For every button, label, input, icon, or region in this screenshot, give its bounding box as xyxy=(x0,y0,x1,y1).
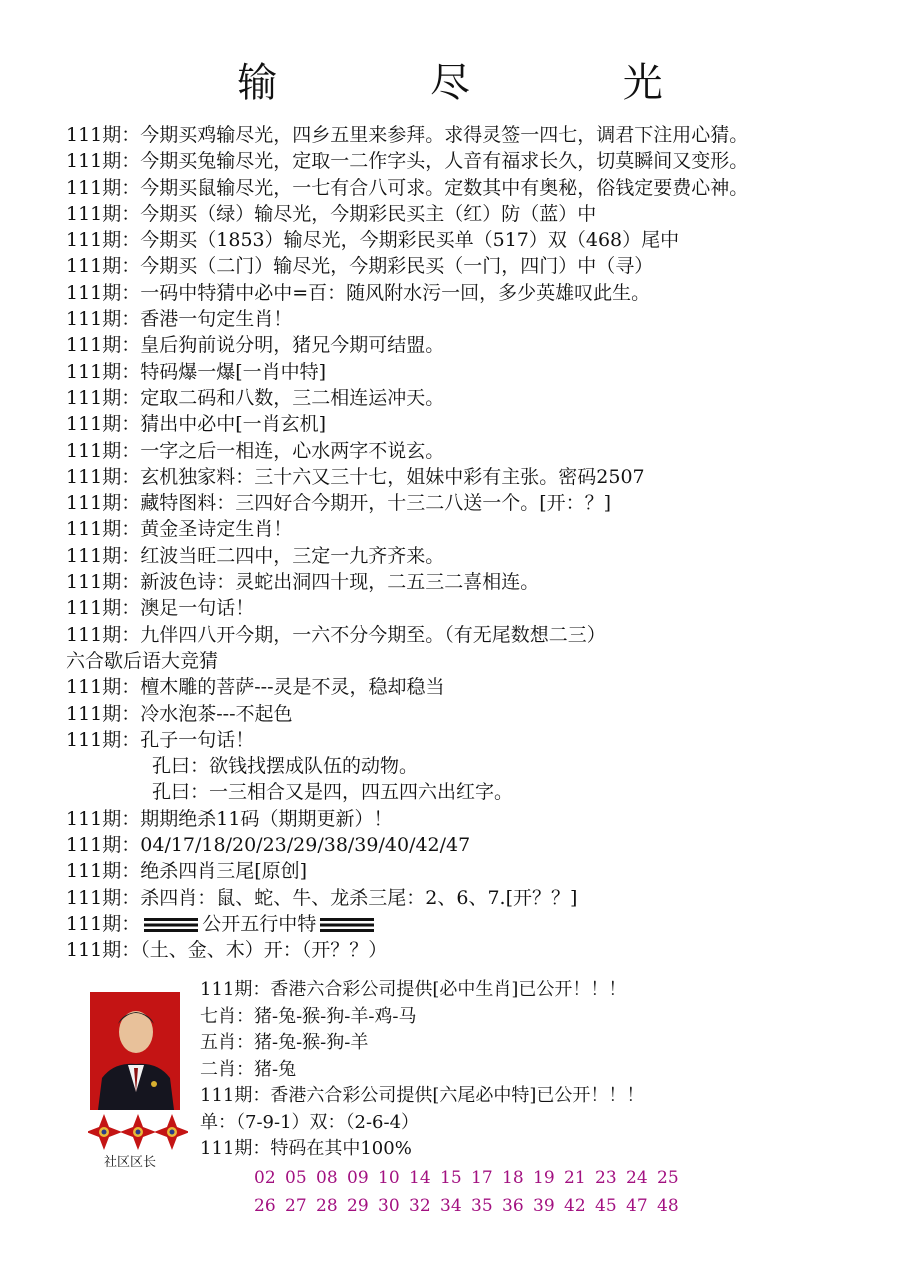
number-row-2 xyxy=(254,1192,688,1220)
special-number: 25 xyxy=(657,1168,679,1188)
special-number: 05 xyxy=(285,1168,307,1188)
special-number: 30 xyxy=(378,1196,400,1216)
prediction-line: 111期：04/17/18/20/23/29/38/39/40/42/47 xyxy=(66,834,471,857)
announcement-line: 二肖：猪-兔 xyxy=(200,1058,297,1080)
prediction-line: 111期：新波色诗：灵蛇出洞四十现，二五三二喜相连。 xyxy=(66,571,540,594)
trigram-bars-icon xyxy=(320,918,374,932)
special-number: 48 xyxy=(657,1196,679,1216)
prediction-line: 111期：藏特图料：三四好合今期开，十三二八送一个。[开：？] xyxy=(66,492,612,515)
medal-emblems xyxy=(88,1110,188,1154)
five-elements-line xyxy=(66,911,880,937)
trigram-bars-icon xyxy=(144,918,198,932)
prediction-line: 111期：冷水泡茶---不起色 xyxy=(66,702,293,725)
prediction-line: 孔曰：欲钱找摆成队伍的动物。 xyxy=(152,755,419,778)
special-number: 27 xyxy=(285,1196,307,1216)
announcement-line: 五肖：猪-兔-猴-狗-羊 xyxy=(200,1032,369,1053)
prediction-line: 111期：杀四肖：鼠、蛇、牛、龙杀三尾：2、6、7.[开？？] xyxy=(66,886,578,909)
prediction-line: 111期：香港一句定生肖！ xyxy=(66,308,293,331)
special-number: 21 xyxy=(564,1168,586,1188)
special-number: 23 xyxy=(595,1168,617,1188)
announcement-line: 七肖：猪-兔-猴-狗-羊-鸡-马 xyxy=(200,1005,417,1027)
prediction-line: 111期：一字之后一相连，心水两字不说玄。 xyxy=(66,439,445,462)
portrait-image xyxy=(90,992,180,1110)
announcement-line: 单：（7-9-1）双：（2-6-4） xyxy=(200,1111,420,1133)
announcement-line: 111期：香港六合彩公司提供[必中生肖]已公开！！！ xyxy=(200,979,627,1000)
announcement-line: 111期：香港六合彩公司提供[六尾必中特]已公开！！！ xyxy=(200,1085,645,1106)
prediction-line: 111期：澳足一句话！ xyxy=(66,597,255,620)
special-number: 34 xyxy=(440,1196,462,1216)
special-number: 28 xyxy=(316,1196,338,1216)
special-number: 42 xyxy=(564,1196,586,1216)
lower-announcements xyxy=(200,977,644,1163)
prediction-line: 111期：特码爆一爆[一肖中特] xyxy=(66,360,327,383)
special-number: 35 xyxy=(471,1196,493,1216)
special-line-text: 公开五行中特 xyxy=(202,912,317,935)
prediction-line: 111期：一码中特猜中必中=百：随风附水污一回，多少英雄叹此生。 xyxy=(66,281,651,304)
prediction-line: 111期：定取二码和八数，三二相连运冲天。 xyxy=(66,386,445,409)
prediction-line: 111期：今期买（二门）输尽光，今期彩民买（一门，四门）中（寻） xyxy=(66,255,654,278)
number-grid xyxy=(254,1164,688,1220)
special-number: 39 xyxy=(533,1196,555,1216)
prediction-line: 111期：孔子一句话！ xyxy=(66,728,255,751)
page-title: 输 尽 光 xyxy=(237,60,733,106)
announcement-line: 111期：特码在其中100% xyxy=(200,1138,412,1159)
special-number: 17 xyxy=(471,1168,493,1188)
prediction-line: 111期：今期买（1853）输尽光，今期彩民买单（517）双（468）尾中 xyxy=(66,229,680,252)
prediction-line: 111期：黄金圣诗定生肖！ xyxy=(66,518,293,541)
prediction-line: 111期：今期买鸡输尽光，四乡五里来参拜。求得灵签一四七，调君下注用心猜。 xyxy=(66,124,749,146)
prediction-line: 六合歇后语大竞猜 xyxy=(66,649,219,672)
special-number: 47 xyxy=(626,1196,648,1216)
special-number: 10 xyxy=(378,1168,400,1188)
special-number: 36 xyxy=(502,1196,524,1216)
portrait-photo xyxy=(90,992,185,1110)
prediction-line: 111期：皇后狗前说分明，猪兄今期可结盟。 xyxy=(66,334,445,357)
special-number: 26 xyxy=(254,1196,276,1216)
special-number: 18 xyxy=(502,1168,524,1188)
special-number: 09 xyxy=(347,1168,369,1188)
special-number: 32 xyxy=(409,1196,431,1216)
special-number: 02 xyxy=(254,1168,276,1188)
special-line-prefix: 111期： xyxy=(66,912,141,935)
prediction-line: 111期：绝杀四肖三尾[原创] xyxy=(66,860,308,883)
prediction-line: 111期：今期买鼠输尽光，一七有合八可求。定数其中有奥秘，俗钱定要费心神。 xyxy=(66,176,749,199)
prediction-line: 111期：期期绝杀11码（期期更新）！ xyxy=(66,807,393,830)
special-number: 08 xyxy=(316,1168,338,1188)
prediction-line: 111期：玄机独家料：三十六又三十七，姐妹中彩有主张。密码2507 xyxy=(66,465,645,488)
prediction-line: 孔曰：一三相合又是四，四五四六出红字。 xyxy=(152,781,514,804)
prediction-line: 111期：猜出中必中[一肖玄机] xyxy=(66,413,327,436)
prediction-line: 111期：九伴四八开今期，一六不分今期至。（有无尾数想二三） xyxy=(66,623,606,646)
special-number: 14 xyxy=(409,1168,431,1188)
photo-caption: 社区区长 xyxy=(104,1155,157,1170)
special-number: 45 xyxy=(595,1196,617,1216)
prediction-line: 111期：红波当旺二四中，三定一九齐齐来。 xyxy=(66,544,445,567)
prediction-line: 111期：今期买兔输尽光，定取一二作字头，人音有福求长久，切莫瞬间又变形。 xyxy=(66,150,749,173)
prediction-line: 111期：今期买（绿）输尽光，今期彩民买主（红）防（蓝）中 xyxy=(66,202,597,225)
prediction-line: 111期：檀木雕的菩萨---灵是不灵，稳却稳当 xyxy=(66,676,445,699)
special-number: 19 xyxy=(533,1168,555,1188)
special-number: 29 xyxy=(347,1196,369,1216)
prediction-line: 111期：（土、金、木）开：（开？？） xyxy=(66,939,388,962)
special-number: 24 xyxy=(626,1168,648,1188)
number-row-1 xyxy=(254,1164,688,1192)
prediction-lines xyxy=(66,122,880,964)
special-number: 15 xyxy=(440,1168,462,1188)
